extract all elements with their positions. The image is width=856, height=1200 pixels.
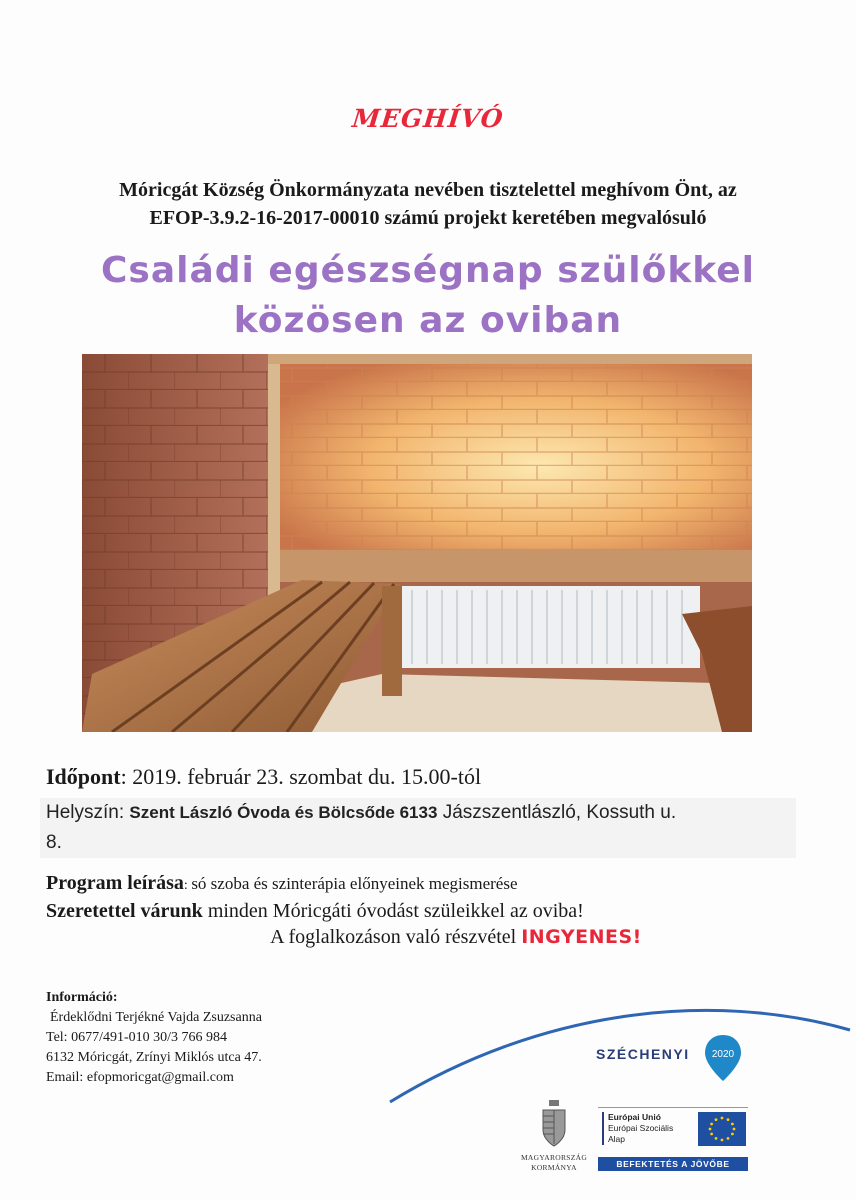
event-title-line-1: Családi egészségnap szülőkkel <box>101 250 755 291</box>
info-address: 6132 Móricgát, Zrínyi Miklós utca 47. <box>46 1050 262 1065</box>
program-label: Program leírása <box>46 872 184 894</box>
event-title <box>30 246 826 346</box>
szechenyi-year: 2020 <box>711 1049 735 1060</box>
contact-info <box>46 988 406 1088</box>
eu-line-3: Alap <box>608 1134 626 1144</box>
event-time <box>46 762 816 792</box>
welcome-bold: Szeretettel várunk <box>46 900 203 922</box>
info-email: Email: efopmoricgat@gmail.com <box>46 1070 234 1085</box>
location-name: Szent László Óvoda és Bölcsőde 6133 <box>129 803 438 822</box>
intro-line-2: EFOP-3.9.2-16-2017-00010 számú projekt keretében megvalósuló <box>149 207 707 229</box>
program-description <box>46 870 816 899</box>
info-heading: Információ: <box>46 990 118 1005</box>
szechenyi-logo-text: SZÉCHENYI <box>596 1046 690 1062</box>
location-address: Jászszentlászló, Kossuth u. <box>437 802 677 823</box>
program-colon: : <box>183 878 192 893</box>
info-contact: Érdeklődni Terjékné Vajda Zsuzsanna <box>50 1010 262 1025</box>
intro-text <box>40 176 816 232</box>
free-participation <box>0 924 856 950</box>
free-badge: INGYENES! <box>521 926 642 948</box>
hungary-government-text <box>514 1153 594 1173</box>
program-value: só szoba és szinterápia előnyeinek megismerése <box>191 874 518 893</box>
time-label: Időpont <box>46 764 121 789</box>
intro-line-1: Móricgát Község Önkormányzata nevében tisztelettel meghívom Önt, az <box>119 179 737 201</box>
invitation-title: MEGHÍVÓ <box>350 104 506 133</box>
welcome-rest: minden Móricgáti óvodást szüleikkel az oviba! <box>202 900 584 922</box>
eu-line-1: Európai Unió <box>608 1112 661 1122</box>
event-location <box>40 798 796 858</box>
hungary-crest-icon <box>540 1100 568 1148</box>
event-title-line-2: közösen az oviban <box>233 300 623 341</box>
info-phone: Tel: 0677/491-010 30/3 766 984 <box>46 1030 228 1045</box>
eu-logo-block <box>598 1107 748 1157</box>
location-address-cont: 8. <box>46 832 62 853</box>
befektetes-banner: BEFEKTETÉS A JÖVŐBE <box>598 1157 748 1171</box>
location-label: Helyszín: <box>46 802 130 823</box>
eu-line-2: Európai Szociális <box>608 1123 674 1133</box>
eu-flag-icon <box>698 1112 746 1146</box>
welcome-line <box>46 898 816 924</box>
free-text: A foglalkozáson való részvétel <box>270 926 522 948</box>
kormany-line-2: KORMÁNYA <box>531 1163 577 1172</box>
salt-room-photo <box>82 354 752 732</box>
salt-room-illustration <box>82 354 752 732</box>
time-value: : 2019. február 23. szombat du. 15.00-tól <box>120 764 482 789</box>
kormany-line-1: MAGYARORSZÁG <box>520 1153 588 1162</box>
eu-text <box>602 1112 673 1145</box>
szechenyi-pin-icon <box>702 1033 744 1083</box>
